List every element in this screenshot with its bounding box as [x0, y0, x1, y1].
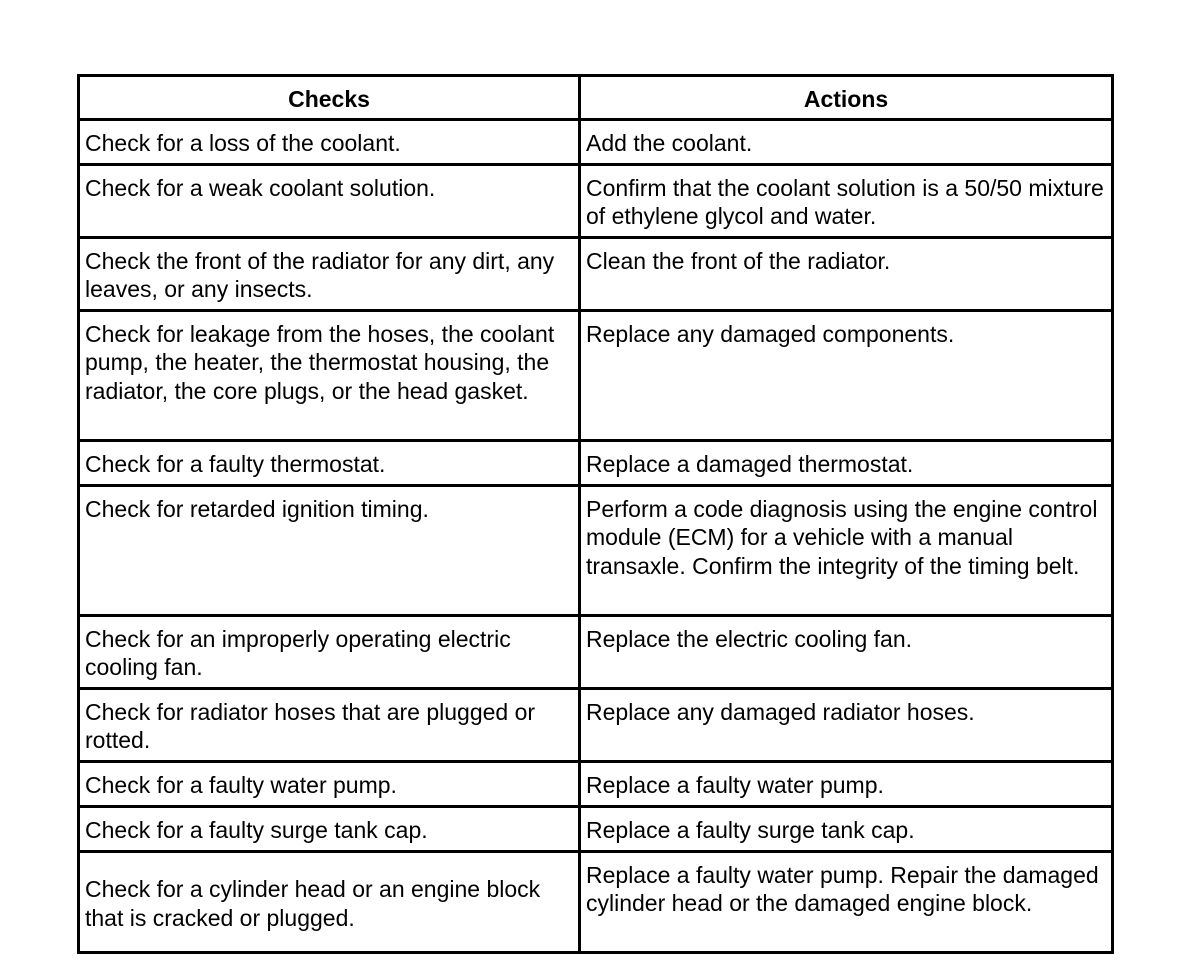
- table-row: [79, 485, 1113, 615]
- table-row: [79, 761, 1113, 806]
- action-cell: Confirm that the coolant solution is a 50/50 mixture of ethylene glycol and water.: [580, 164, 1113, 237]
- checks-actions-table: [77, 74, 1114, 954]
- table-row: [79, 806, 1113, 851]
- table-row: [79, 164, 1113, 237]
- action-cell: Clean the front of the radiator.: [580, 237, 1113, 310]
- check-cell: Check the front of the radiator for any dirt, any leaves, or any insects.: [79, 237, 580, 310]
- header-actions: Actions: [580, 76, 1113, 120]
- check-cell: Check for a weak coolant solution.: [79, 164, 580, 237]
- table-row: [79, 237, 1113, 310]
- header-checks: Checks: [79, 76, 580, 120]
- check-cell: Check for a faulty surge tank cap.: [79, 806, 580, 851]
- check-cell: Check for an improperly operating electric cooling fan.: [79, 615, 580, 688]
- table-row: [79, 615, 1113, 688]
- table-row: [79, 688, 1113, 761]
- check-cell: Check for leakage from the hoses, the coolant pump, the heater, the thermostat housing, the radiator, the core plugs, or the head gasket.: [79, 310, 580, 440]
- check-cell: Check for a cylinder head or an engine block that is cracked or plugged.: [79, 851, 580, 952]
- check-cell: Check for radiator hoses that are plugged or rotted.: [79, 688, 580, 761]
- action-cell: Replace the electric cooling fan.: [580, 615, 1113, 688]
- diagnosis-table-container: [77, 74, 1111, 954]
- table-row: [79, 440, 1113, 485]
- table-row: [79, 310, 1113, 440]
- table-row: [79, 851, 1113, 952]
- action-cell: Perform a code diagnosis using the engine control module (ECM) for a vehicle with a manual transaxle. Confirm the integrity of the timing belt.: [580, 485, 1113, 615]
- table-row: [79, 119, 1113, 164]
- action-cell: Replace any damaged radiator hoses.: [580, 688, 1113, 761]
- action-cell: Replace a faulty water pump.: [580, 761, 1113, 806]
- check-cell: Check for retarded ignition timing.: [79, 485, 580, 615]
- action-cell: Replace a faulty water pump. Repair the damaged cylinder head or the damaged engine block.: [580, 851, 1113, 952]
- check-cell: Check for a faulty water pump.: [79, 761, 580, 806]
- action-cell: Replace any damaged components.: [580, 310, 1113, 440]
- table-header-row: [79, 76, 1113, 120]
- check-cell: Check for a faulty thermostat.: [79, 440, 580, 485]
- action-cell: Add the coolant.: [580, 119, 1113, 164]
- action-cell: Replace a damaged thermostat.: [580, 440, 1113, 485]
- action-cell: Replace a faulty surge tank cap.: [580, 806, 1113, 851]
- check-cell: Check for a loss of the coolant.: [79, 119, 580, 164]
